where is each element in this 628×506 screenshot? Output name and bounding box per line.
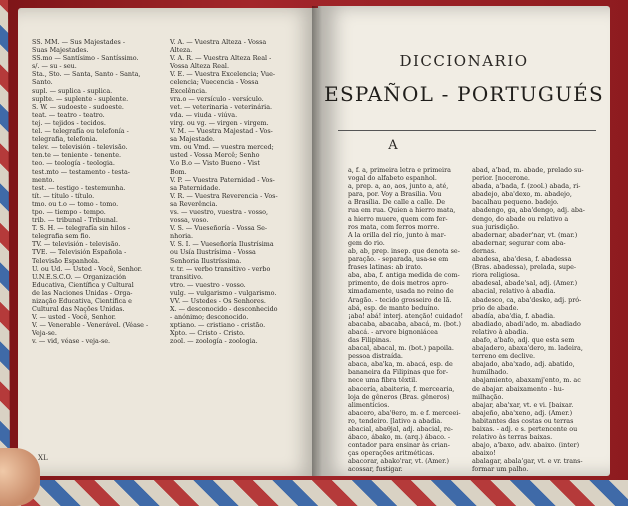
dictionary-entry-line: abajeño, aba'xeno, adj. (Amer.) <box>472 408 573 417</box>
dictionary-entry-line: zool. — zoología - zoologia. <box>170 337 258 346</box>
dictionary-entry-line: supl. — suplica - suplica. <box>32 86 113 95</box>
dictionary-entry-line: teo. — teología - teologia. <box>32 159 115 168</box>
dictionary-entry-line: abacería, abaiteria, f. mercearia, <box>348 384 455 393</box>
dictionary-entry-line: V. — usted - Você, Senhor. <box>32 313 116 322</box>
dictionary-entry-line: abajadero, abaxa'dero, m. ladeira, <box>472 344 583 353</box>
title-rule <box>338 130 596 131</box>
dictionary-entry-line: abada, a'bada, f. (zool.) abada, ri- <box>472 182 581 191</box>
dictionary-entry-line: teat. — teatro - teatro. <box>32 110 105 119</box>
dictionary-entry-line: loja de gêneros (Bras. gêneros) <box>348 392 450 401</box>
dictionary-entry-line: abadernar, abader'nar, vt. (mar.) <box>472 230 578 239</box>
dictionary-entry-line: bananeira da Filipinas que for- <box>348 368 448 377</box>
dictionary-entry-line: ças operações aritméticas. <box>348 449 435 458</box>
dictionary-entry-line: U. ou Ud. — Usted - Você, Senhor. <box>32 264 143 273</box>
left-page <box>18 8 318 476</box>
dictionary-entry-line: abacá. - arvore bignoniácea <box>348 327 438 336</box>
dictionary-entry-line: U.N.E.S.C.O. — Organización <box>32 272 127 281</box>
dictionary-entry-line: acossar, fustigar. <box>348 465 403 474</box>
dictionary-entry-line: v. tr. — verbo transitivo - verbo <box>170 264 271 273</box>
dictionary-entry-line: V. — Venerable - Venerável. (Véase - <box>32 321 149 330</box>
dictionary-entry-line: abajar, aba'xar, vt. e vi. [baixar. <box>472 400 574 409</box>
left-page-column-1 <box>32 38 162 346</box>
dictionary-title: DICCIONARIO <box>399 52 529 70</box>
dictionary-entry-line: Excelência. <box>170 86 208 95</box>
dictionary-entry-line: Suas Majestades. <box>32 46 89 55</box>
dictionary-entry-line: X. — desconocido - desconhecido <box>170 305 278 314</box>
dictionary-entry-line: V. A. — Vuestra Alteza - Vossa <box>170 38 267 46</box>
dictionary-entry-line: - anónimo; desconocido. <box>170 313 249 322</box>
dictionary-entry-line: abajo, a'baxo, adv. abaixo. (inter) <box>472 441 580 450</box>
dictionary-entry-line: Xpto. — Cristo - Cristo. <box>170 329 245 338</box>
dictionary-entry-line: perior. [nocerone. <box>472 174 530 183</box>
dictionary-entry-line: aba, aba, f. antiga medida de com- <box>348 271 460 280</box>
dictionary-entry-line: V. S. I. — Vueseñoría Ilustrísima <box>170 240 274 249</box>
dictionary-entry-line: abacero, aba'θero, m. e f. merceei- <box>348 408 461 417</box>
dictionary-entry-line: S. W. — sudoeste - sudoeste. <box>32 102 124 111</box>
dictionary-entry-line: vet. — veterinaria - veterinária. <box>170 102 273 111</box>
dictionary-entry-line: V. M. — Vuestra Majestad - Vos- <box>170 127 273 136</box>
right-page <box>318 6 610 476</box>
dictionary-entry-line: xptiano. — cristiano - cristão. <box>170 321 266 330</box>
dictionary-entry-line: nização Educativa, Científica e <box>32 297 132 305</box>
dictionary-entry-line: baixas. - adj. e s. pertencente ou <box>472 425 578 433</box>
dictionary-entry-line: abadengo, ga, aba'dengo, adj. aba- <box>472 206 585 215</box>
dictionary-entry-line: vra.o — versículo - versículo. <box>170 94 264 103</box>
dictionary-entry-line: humilhado. <box>472 368 509 377</box>
dictionary-entry-line: abacial, abaθjal, adj. abacial, re- <box>348 425 453 433</box>
dictionary-entry-line: prio de abade. <box>472 303 519 312</box>
dictionary-entry-line: formar um palho. <box>472 465 529 474</box>
dictionary-entry-line: a, prep. a, ao, aos, junto a, até, <box>348 182 449 191</box>
dictionary-entry-line: a hierro muere, quem com fer- <box>348 214 448 223</box>
dictionary-entry-line: sa Paternidade. <box>170 183 221 192</box>
dictionary-entry-line: VV. — Ustedes - Os Senhores. <box>170 297 266 305</box>
dictionary-entry-line: ximadamente, usada no reino de <box>348 287 454 296</box>
dictionary-entry-line: ábaco, ábako, m. (arq.) ábaco. - <box>348 433 451 442</box>
dictionary-entry-line: abacorar, abako'rar, vt. (Amer.) <box>348 457 449 466</box>
dictionary-entry-line: transitivo. <box>170 272 203 281</box>
dictionary-entry-line: Cultural das Nações Unidas. <box>32 305 125 314</box>
dictionary-entry-line: rua em rua. Quien a hierro mata, <box>348 206 456 215</box>
dictionary-entry-line: TV. — televisión - televisão. <box>32 240 121 249</box>
dictionary-entry-line: telegrafia, telefonia. <box>32 135 98 144</box>
dictionary-entry-line: abaca, aba'ka, m. abacá, esp. de <box>348 360 453 369</box>
dictionary-entry-line: trib. — tribunal - Tribunal. <box>32 216 118 225</box>
dictionary-entry-line: nece uma fibra têxtil. <box>348 376 418 385</box>
dictionary-entry-line: Veja-se. <box>32 329 57 338</box>
dictionary-entry-line: abafo, a'bafo, adj. que esta sem <box>472 335 575 344</box>
dictionary-entry-line: celencia; Vuecencia - Vossa <box>170 78 259 87</box>
dictionary-entry-line: vtro. — vuestro - vosso. <box>170 280 246 289</box>
dictionary-entry-line: Santo. <box>32 78 53 87</box>
dictionary-entry-line: ro, tendeiro. [lativo a abadia. <box>348 416 443 425</box>
dictionary-entry-line: dengo, do abade ou relativo a <box>472 214 569 223</box>
dictionary-entry-line: telev. — televisión - televisão. <box>32 143 128 152</box>
dictionary-entry-line: nhoria. <box>170 232 194 241</box>
dictionary-entry-line: V.o B.o — Visto Bueno - Vist <box>170 159 260 168</box>
dictionary-entry-line: Sta., Sto. — Santa, Santo - Santa, <box>32 70 141 79</box>
dictionary-entry-line: vda. — viuda - viúva. <box>170 110 238 119</box>
dictionary-entry-line: abacaba, abacaba, abacá, m. (bot.) <box>348 319 461 328</box>
dictionary-entry-line: abajado, aba'xado, adj. abatido, <box>472 360 575 369</box>
dictionary-entry-line: v. — vid, véase - veja-se. <box>32 337 111 346</box>
dictionary-entry-line: relativo às terras baixas. <box>472 433 553 442</box>
dictionary-entry-line: abadiado, abadi'ado, m. abadiado <box>472 319 581 328</box>
dictionary-entry-line: a Brasília. De calle a calle. De <box>348 198 445 207</box>
dictionary-entry-line: ab, ab, prep. insep. que denota se- <box>348 246 460 255</box>
dictionary-entry-line: Alteza. <box>170 46 193 55</box>
dictionary-entry-line: de abajar. abaixamento - hu- <box>472 384 564 393</box>
right-page-column-1 <box>348 166 468 474</box>
dictionary-entry-line: V. R. — Vuestra Reverencia - Vos- <box>170 191 278 200</box>
dictionary-entry-line: ten.te — teniente - tenente. <box>32 151 122 160</box>
dictionary-entry-line: paração. - separada, usa-se em <box>348 255 449 264</box>
dictionary-entry-line: test. — testigo - testemunha. <box>32 183 126 192</box>
dictionary-entry-line: terreno em declive. <box>472 352 536 361</box>
dictionary-entry-line: V. P. — Vuestra Paternidad - Vos- <box>170 175 275 184</box>
dictionary-entry-line: tpo. — tiempo - tempo. <box>32 207 106 216</box>
dictionary-entry-line: alimentícios. <box>348 400 390 409</box>
dictionary-entry-line: abadernar, segurar com aba- <box>472 238 566 247</box>
dictionary-entry-line: sa Majestade. <box>170 135 215 144</box>
dictionary-entry-line: test.mto — testamento - testa- <box>32 167 130 176</box>
dictionary-entry-line: abad, a'bad, m. abade, prelado su- <box>472 166 584 174</box>
right-page-column-2 <box>472 166 592 474</box>
left-page-column-2 <box>170 38 310 346</box>
section-letter: A <box>388 138 398 153</box>
dictionary-entry-line: gem do rio. <box>348 238 385 247</box>
dictionary-entry-line: para, por. Voy a Brasilia. Vou <box>348 190 442 199</box>
dictionary-entry-line: T. S. H. — telegrafía sin hilos - <box>32 224 131 233</box>
dictionary-entry-line: ¡aba! abá! interj. atenção! cuidado! <box>348 311 464 320</box>
dictionary-entry-line: abadesal, abade'sal, adj. (Amer.) <box>472 279 578 288</box>
dictionary-entry-line: pessoa distraída. <box>348 352 403 361</box>
dictionary-entry-line: bacalhau pequeno. badejo. <box>472 198 559 207</box>
dictionary-entry-line: a, f. a, primeira letra e primeira <box>348 166 451 174</box>
dictionary-entry-line: telegrafia sem fio. <box>32 232 91 241</box>
dictionary-entry-line: V. S. — Vueseñoría - Vossa Se- <box>170 224 268 233</box>
dictionary-entry-line: abá, esp. de manto beduíno. <box>348 303 440 312</box>
dictionary-entry-line: milhação. <box>472 392 504 401</box>
dictionary-entry-line: A la orilla del río, junto à mar- <box>348 230 446 239</box>
dictionary-entry-line: abadejo, aba'dexo, m. abadejo, <box>472 190 572 199</box>
dictionary-entry-line: abalagar, abala'gar, vt. e vr. trans- <box>472 457 583 466</box>
dictionary-entry-line: contador para ensinar às crian- <box>348 441 450 450</box>
dictionary-entry-line: dernas. <box>472 246 497 255</box>
book-gutter-shadow <box>312 6 322 476</box>
dictionary-entry-line: relativo à abadia. <box>472 327 529 336</box>
dictionary-entry-line: Senhoria Ilustríssima. <box>170 256 242 265</box>
dictionary-entry-line: vogal do alfabeto espanhol. <box>348 174 437 183</box>
dictionary-entry-line: Aragão. - tecido grosseiro de lã. <box>348 295 452 304</box>
dictionary-entry-line: ou Usía Ilustrísima - Vossa <box>170 248 256 257</box>
dictionary-entry-line: TVE. — Televisión Española - <box>32 248 127 257</box>
page-number: XL <box>38 454 48 462</box>
dictionary-entry-line: tel. — telegrafía ou telefonía - <box>32 127 129 136</box>
dictionary-entry-line: abadesa, aba'desa, f. abadessa <box>472 255 572 264</box>
dictionary-entry-line: abadesco, ca, aba'desko, adj. pró- <box>472 295 582 304</box>
dictionary-entry-line: tmo. ou t.o — tomo - tomo. <box>32 199 119 208</box>
dictionary-entry-line: primento, de dois metros apro- <box>348 279 449 288</box>
dictionary-entry-line: vm. ou Vmd. — vuestra merced; <box>170 143 274 152</box>
dictionary-entry-line: sua jurisdição. <box>472 222 520 231</box>
dictionary-entry-line: de las Naciones Unidas - Orga- <box>32 288 133 297</box>
dictionary-entry-line: usted - Vossa Mercê; Senho <box>170 151 260 160</box>
dictionary-entry-line: V. A. R. — Vuestra Alteza Real - <box>170 54 272 63</box>
dictionary-entry-line: virg. ou vg. — virgen - virgem. <box>170 118 269 127</box>
dictionary-entry-line: abacal, abacal, m. (bot.) papoila. <box>348 344 454 353</box>
dictionary-subtitle: ESPAÑOL - PORTUGUÉS <box>324 82 604 106</box>
dictionary-entry-line: abajamiento, abaxamj'ento, m. ac <box>472 376 581 385</box>
dictionary-entry-line: das Filipinas. <box>348 335 392 344</box>
dictionary-entry-line: SS. MM. — Sus Majestades - <box>32 38 125 46</box>
thumb <box>0 448 40 506</box>
dictionary-entry-line: SS.mo — Santísimo - Santíssimo. <box>32 54 139 63</box>
dictionary-entry-line: abacial, relativo à abadia. <box>472 287 556 296</box>
dictionary-entry-line: Televisão Espanhola. <box>32 256 100 265</box>
dictionary-entry-line: s/. — su - seu. <box>32 62 77 71</box>
dictionary-entry-line: vs. — vuestro, vuestra - vosso, <box>170 207 269 216</box>
dictionary-entry-line: Vossa Alteza Real. <box>170 62 229 71</box>
dictionary-entry-line: tít. — título - título. <box>32 191 95 200</box>
dictionary-entry-line: mento. <box>32 175 55 184</box>
dictionary-entry-line: (Bras. abadessa), prelada, supe- <box>472 263 577 272</box>
dictionary-entry-line: riora religiosa. <box>472 271 520 280</box>
dictionary-entry-line: Educativa, Científica y Cultural <box>32 280 134 289</box>
dictionary-entry-line: suplte. — suplente - suplente. <box>32 94 129 103</box>
dictionary-entry-line: tej. — tejidos - tecidos. <box>32 118 106 127</box>
dictionary-entry-line: habitantes das costas ou terras <box>472 416 574 425</box>
dictionary-entry-line: vulg. — vulgarismo - vulgarismo. <box>170 288 277 297</box>
dictionary-entry-line: ros mata, com ferros morre. <box>348 222 440 231</box>
dictionary-entry-line: V. E. — Vuestra Excelencia; Vue- <box>170 70 276 79</box>
dictionary-entry-line: Bom. <box>170 167 187 176</box>
dictionary-entry-line: frases latinas: ab irato. <box>348 263 423 272</box>
dictionary-entry-line: vossa, voso. <box>170 216 209 225</box>
dictionary-entry-line: abaixo! <box>472 449 496 458</box>
dictionary-entry-line: abadía, aba'dia, f. abadia. <box>472 311 556 320</box>
dictionary-entry-line: sa Reverência. <box>170 199 218 208</box>
